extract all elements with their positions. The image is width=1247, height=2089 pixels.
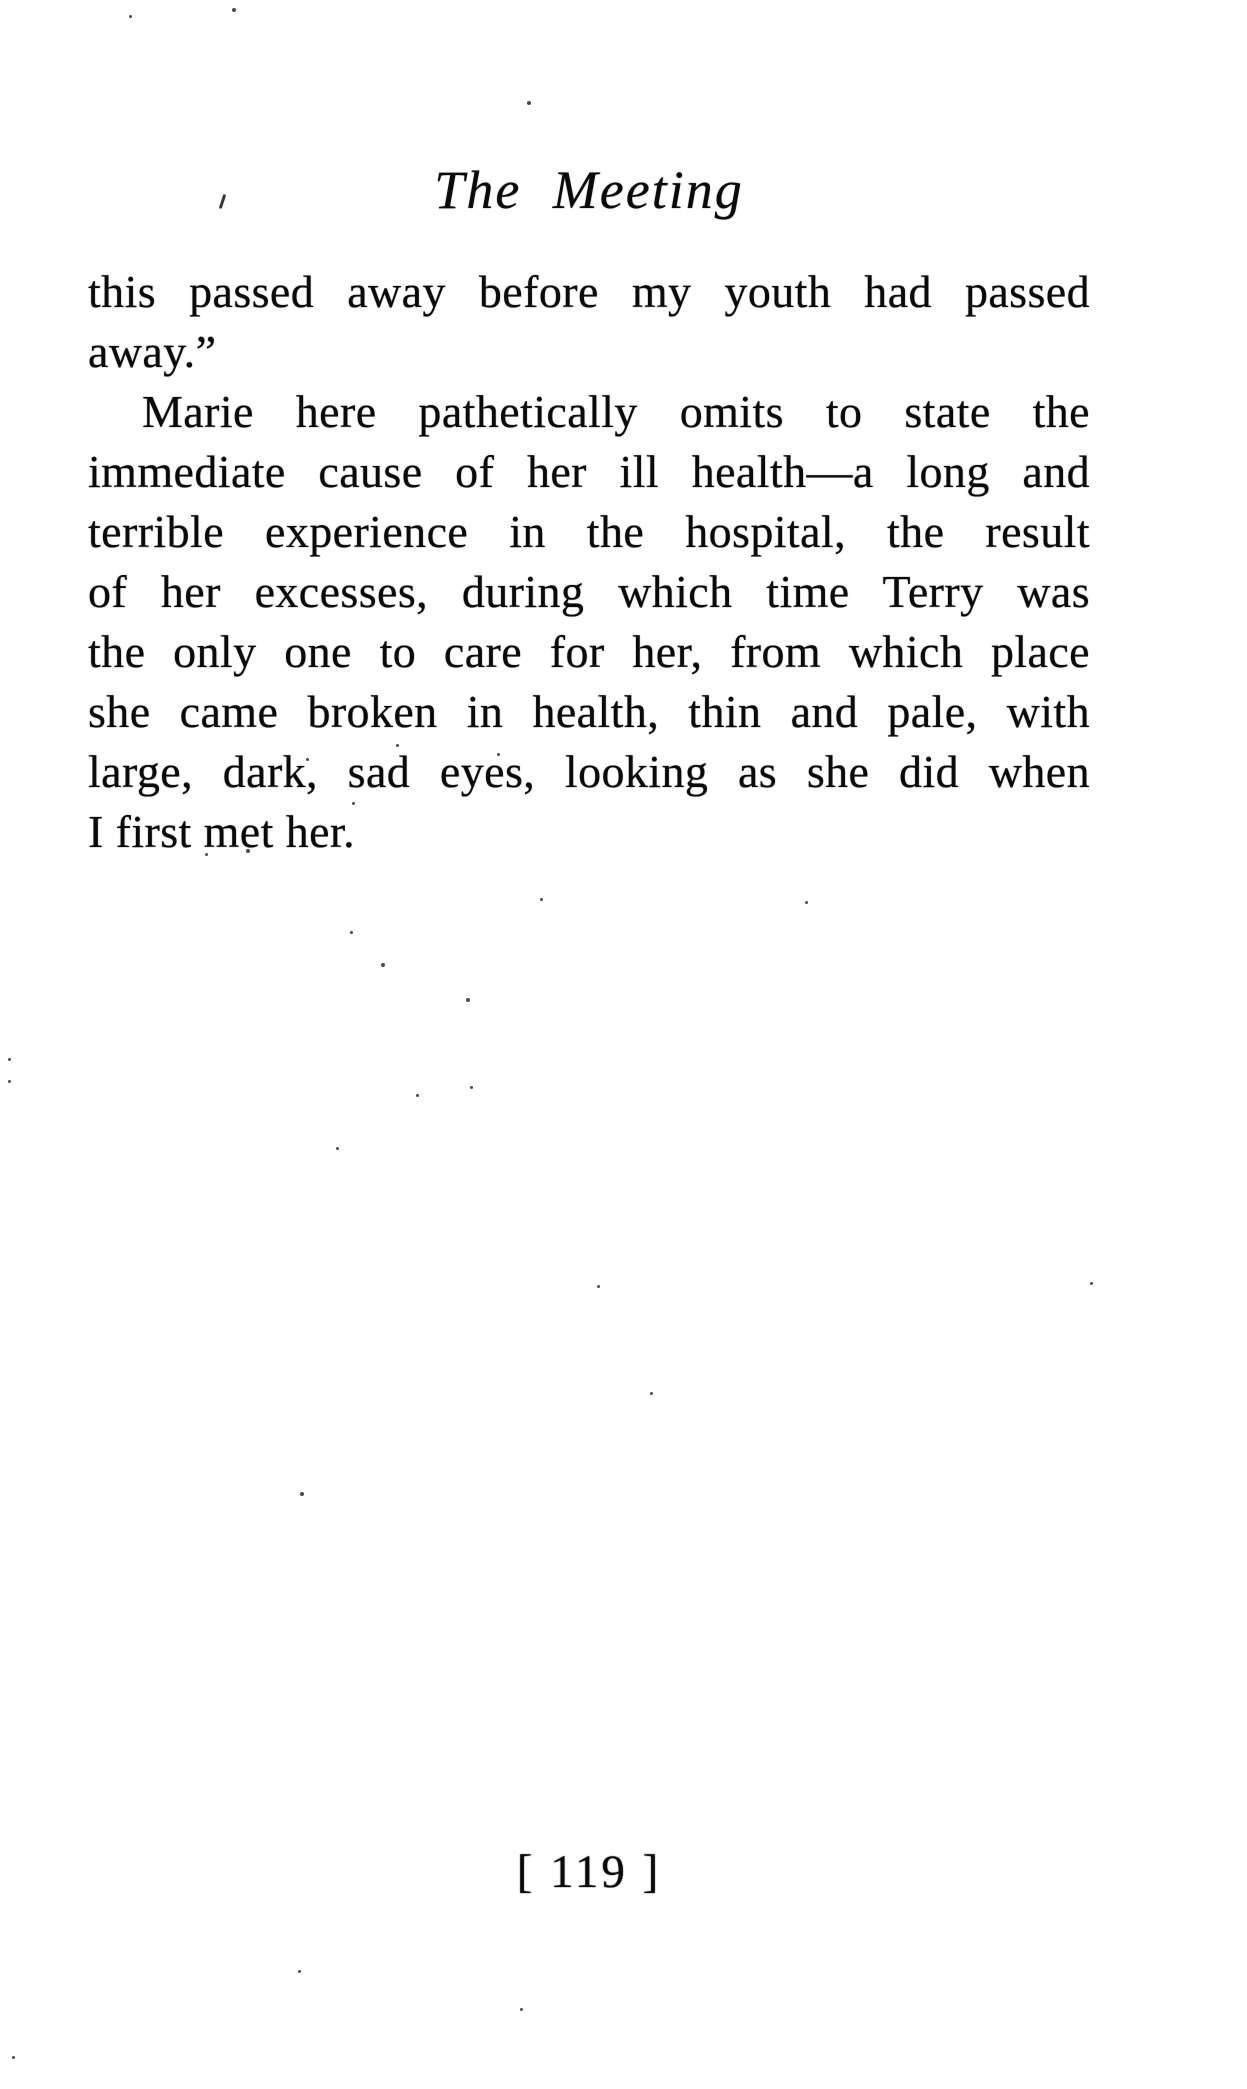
scan-speck — [336, 1147, 339, 1150]
scan-speck — [381, 963, 385, 967]
scan-speck — [1090, 1282, 1093, 1285]
body-line: large, dark, sad eyes, looking as she did when — [88, 746, 1090, 797]
scan-speck — [300, 1492, 304, 1496]
body-line: away.” — [88, 326, 217, 377]
body-line: terrible experience in the hospital, the result — [88, 506, 1090, 557]
scan-speck — [298, 1970, 301, 1973]
scan-speck — [232, 8, 236, 12]
scan-speck — [805, 901, 808, 904]
running-header-title: The Meeting — [434, 160, 744, 220]
scan-speck — [8, 1080, 11, 1083]
scan-speck — [466, 998, 470, 1002]
body-line: the only one to care for her, from which place — [88, 626, 1090, 677]
body-line: I first met her. — [88, 806, 355, 857]
body-line: this passed away before my youth had passed — [88, 266, 1090, 317]
body-line: immediate cause of her ill health—a long and — [88, 446, 1090, 497]
body-line: of her excesses, during which time Terry was — [88, 566, 1090, 617]
body-line: she came broken in health, thin and pale, with — [88, 686, 1090, 737]
scan-speck — [597, 1285, 600, 1288]
scan-speck — [8, 1058, 11, 1061]
scan-speck — [520, 2008, 523, 2011]
scan-speck — [540, 898, 543, 901]
scan-speck — [350, 931, 353, 934]
page-number: [ 119 ] — [516, 1846, 662, 1898]
page-body-text — [88, 262, 1090, 862]
scan-speck — [527, 101, 531, 105]
scan-speck — [12, 2056, 15, 2059]
scan-speck — [129, 15, 132, 18]
scan-speck — [470, 1086, 473, 1089]
scan-speck — [650, 1392, 653, 1395]
scan-speck — [416, 1094, 419, 1097]
body-line: Marie here pathetically omits to state the — [142, 386, 1090, 437]
